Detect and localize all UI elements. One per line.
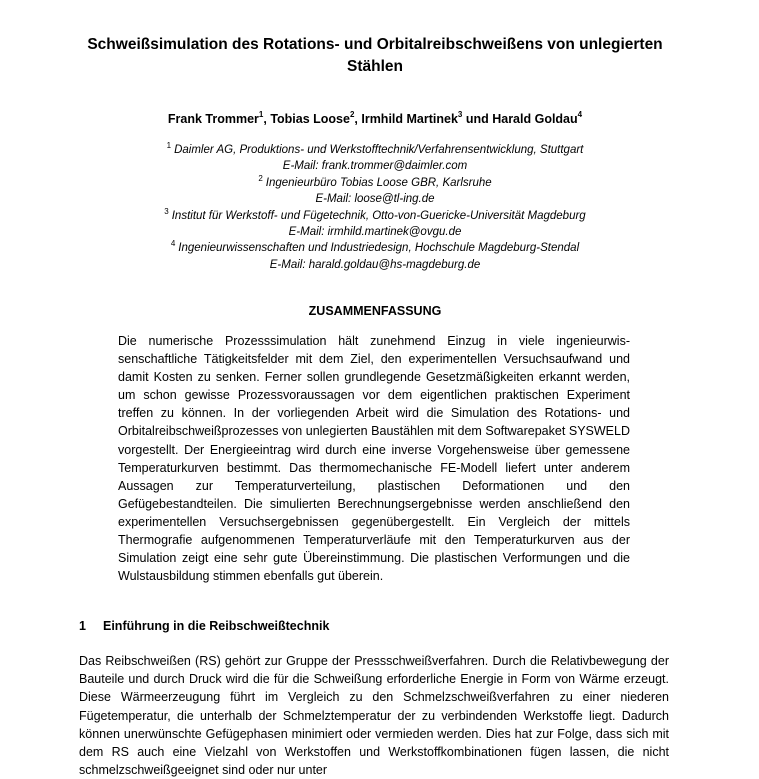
affiliation-email: E-Mail: irmhild.martinek@ovgu.de — [288, 226, 462, 239]
author: Irmhild Martinek$^3$ und — [361, 110, 493, 126]
affiliation-email: E-Mail: harald.goldau@hs-magdeburg.de — [269, 258, 481, 271]
author-list — [80, 110, 670, 128]
affiliation-mark: 3 — [457, 110, 463, 119]
section-number: 1 — [79, 619, 86, 633]
affiliation-line: $^2$ Ingenieurbüro Tobias Loose GBR, Karlsruhe — [258, 173, 492, 189]
abstract-heading: ZUSAMMENFASSUNG — [308, 304, 442, 318]
section-title: Einführung in die Reibschweißtechnik — [103, 619, 330, 633]
section-heading — [79, 617, 329, 635]
affiliation-line: $^3$ Institut für Werkstoff- und Fügetechnik, Otto-von-Guericke-Universität Magdeburg — [164, 206, 586, 222]
affiliations — [60, 142, 690, 273]
affiliation-line: $^1$ Daimler AG, Produktions- und Werkstofftechnik/Verfahrensentwicklung, Stuttgart — [166, 141, 584, 156]
author: Frank Trommer$^1$, — [167, 110, 271, 126]
section-body-text: Das Reibschweißen (RS) gehört zur Gruppe der Pressschweißverfahren. Durch die Relativbewegung der Bauteile und durch Druck wird die für die Schweißung erforderliche Energie in Form von Wärme erzeugt. Diese Wärmeerzeugung führt im Vergleich zu den Schmelzschweißverfahren zu einer niederen Fügetemperatur, die unterhalb der Schmelztemperatur der zu verbindenden Werkstoffe liegt. Dadurch können unerwünschte Gefügephasen minimiert oder vermieden werden. Dies hat zur Folge, dass sich mit dem RS auch eine Vielzahl von Werkstoffen und Werkstoffkombinationen fügen lassen, die nicht schmelzschweißgeeignet sind oder nur unter — [79, 654, 669, 778]
affiliation-email: E-Mail: frank.trommer@daimler.com — [282, 160, 468, 173]
abstract-text: Die numerische Prozesssimulation hält zunehmend Einzug in viele ingenieurwissenschaftliche Tätigkeitsfelder mit dem Ziel, den experimentellen Versuchsaufwand und damit Kosten zu senken. Ferner sollen grundlegende Gesetzmäßigkeiten erkannt werden, um schon gewisse Prozessvoraussagen vor dem eigentlichen praktischen Experiment treffen zu können. In der vorliegenden Arbeit wird die Simulation des Rotations- und Orbitalreibschweißprozesses von unlegierten Baustählen mit dem Softwarepaket SYSWELD vorgestellt. Der Energieeintrag wird durch eine inverse Vorgehensweise über gemessene Temperaturkurven bestimmt. Das thermomechanische FE-Modell liefert unter anderem Aussagen zur Temperaturverteilung, plastischen Deformationen und den Gefügebestandteilen. Die simulierten Berechnungsergebnisse werden anschließend den experimentellen Versuchsergebnissen gegenübergestellt. Ein Vergleich der mittels Thermografie aufgenommenen Temperaturverläufe mit den Temperaturkurven aus der Simulation zeigt eine sehr gute Übereinstimmung. Die plastischen Verformungen und die Wulstausbildung stimmen ebenfalls gut überein. — [118, 334, 630, 584]
affiliation-email: E-Mail: loose@tl-ing.de — [315, 193, 435, 206]
affiliation-mark: 4 — [577, 110, 583, 119]
author: Harald Goldau$^4$ — [492, 110, 583, 126]
author: Tobias Loose$^2$, — [270, 110, 362, 126]
paper-title: Schweißsimulation des Rotations- und Orbitalreibschweißens von unlegierten Stählen — [87, 36, 663, 75]
affiliation-mark: 1 — [258, 110, 264, 119]
affiliation-line: $^4$ Ingenieurwissenschaften und Industriedesign, Hochschule Magdeburg-Stendal — [170, 239, 580, 255]
affiliation-mark: 2 — [349, 110, 355, 119]
